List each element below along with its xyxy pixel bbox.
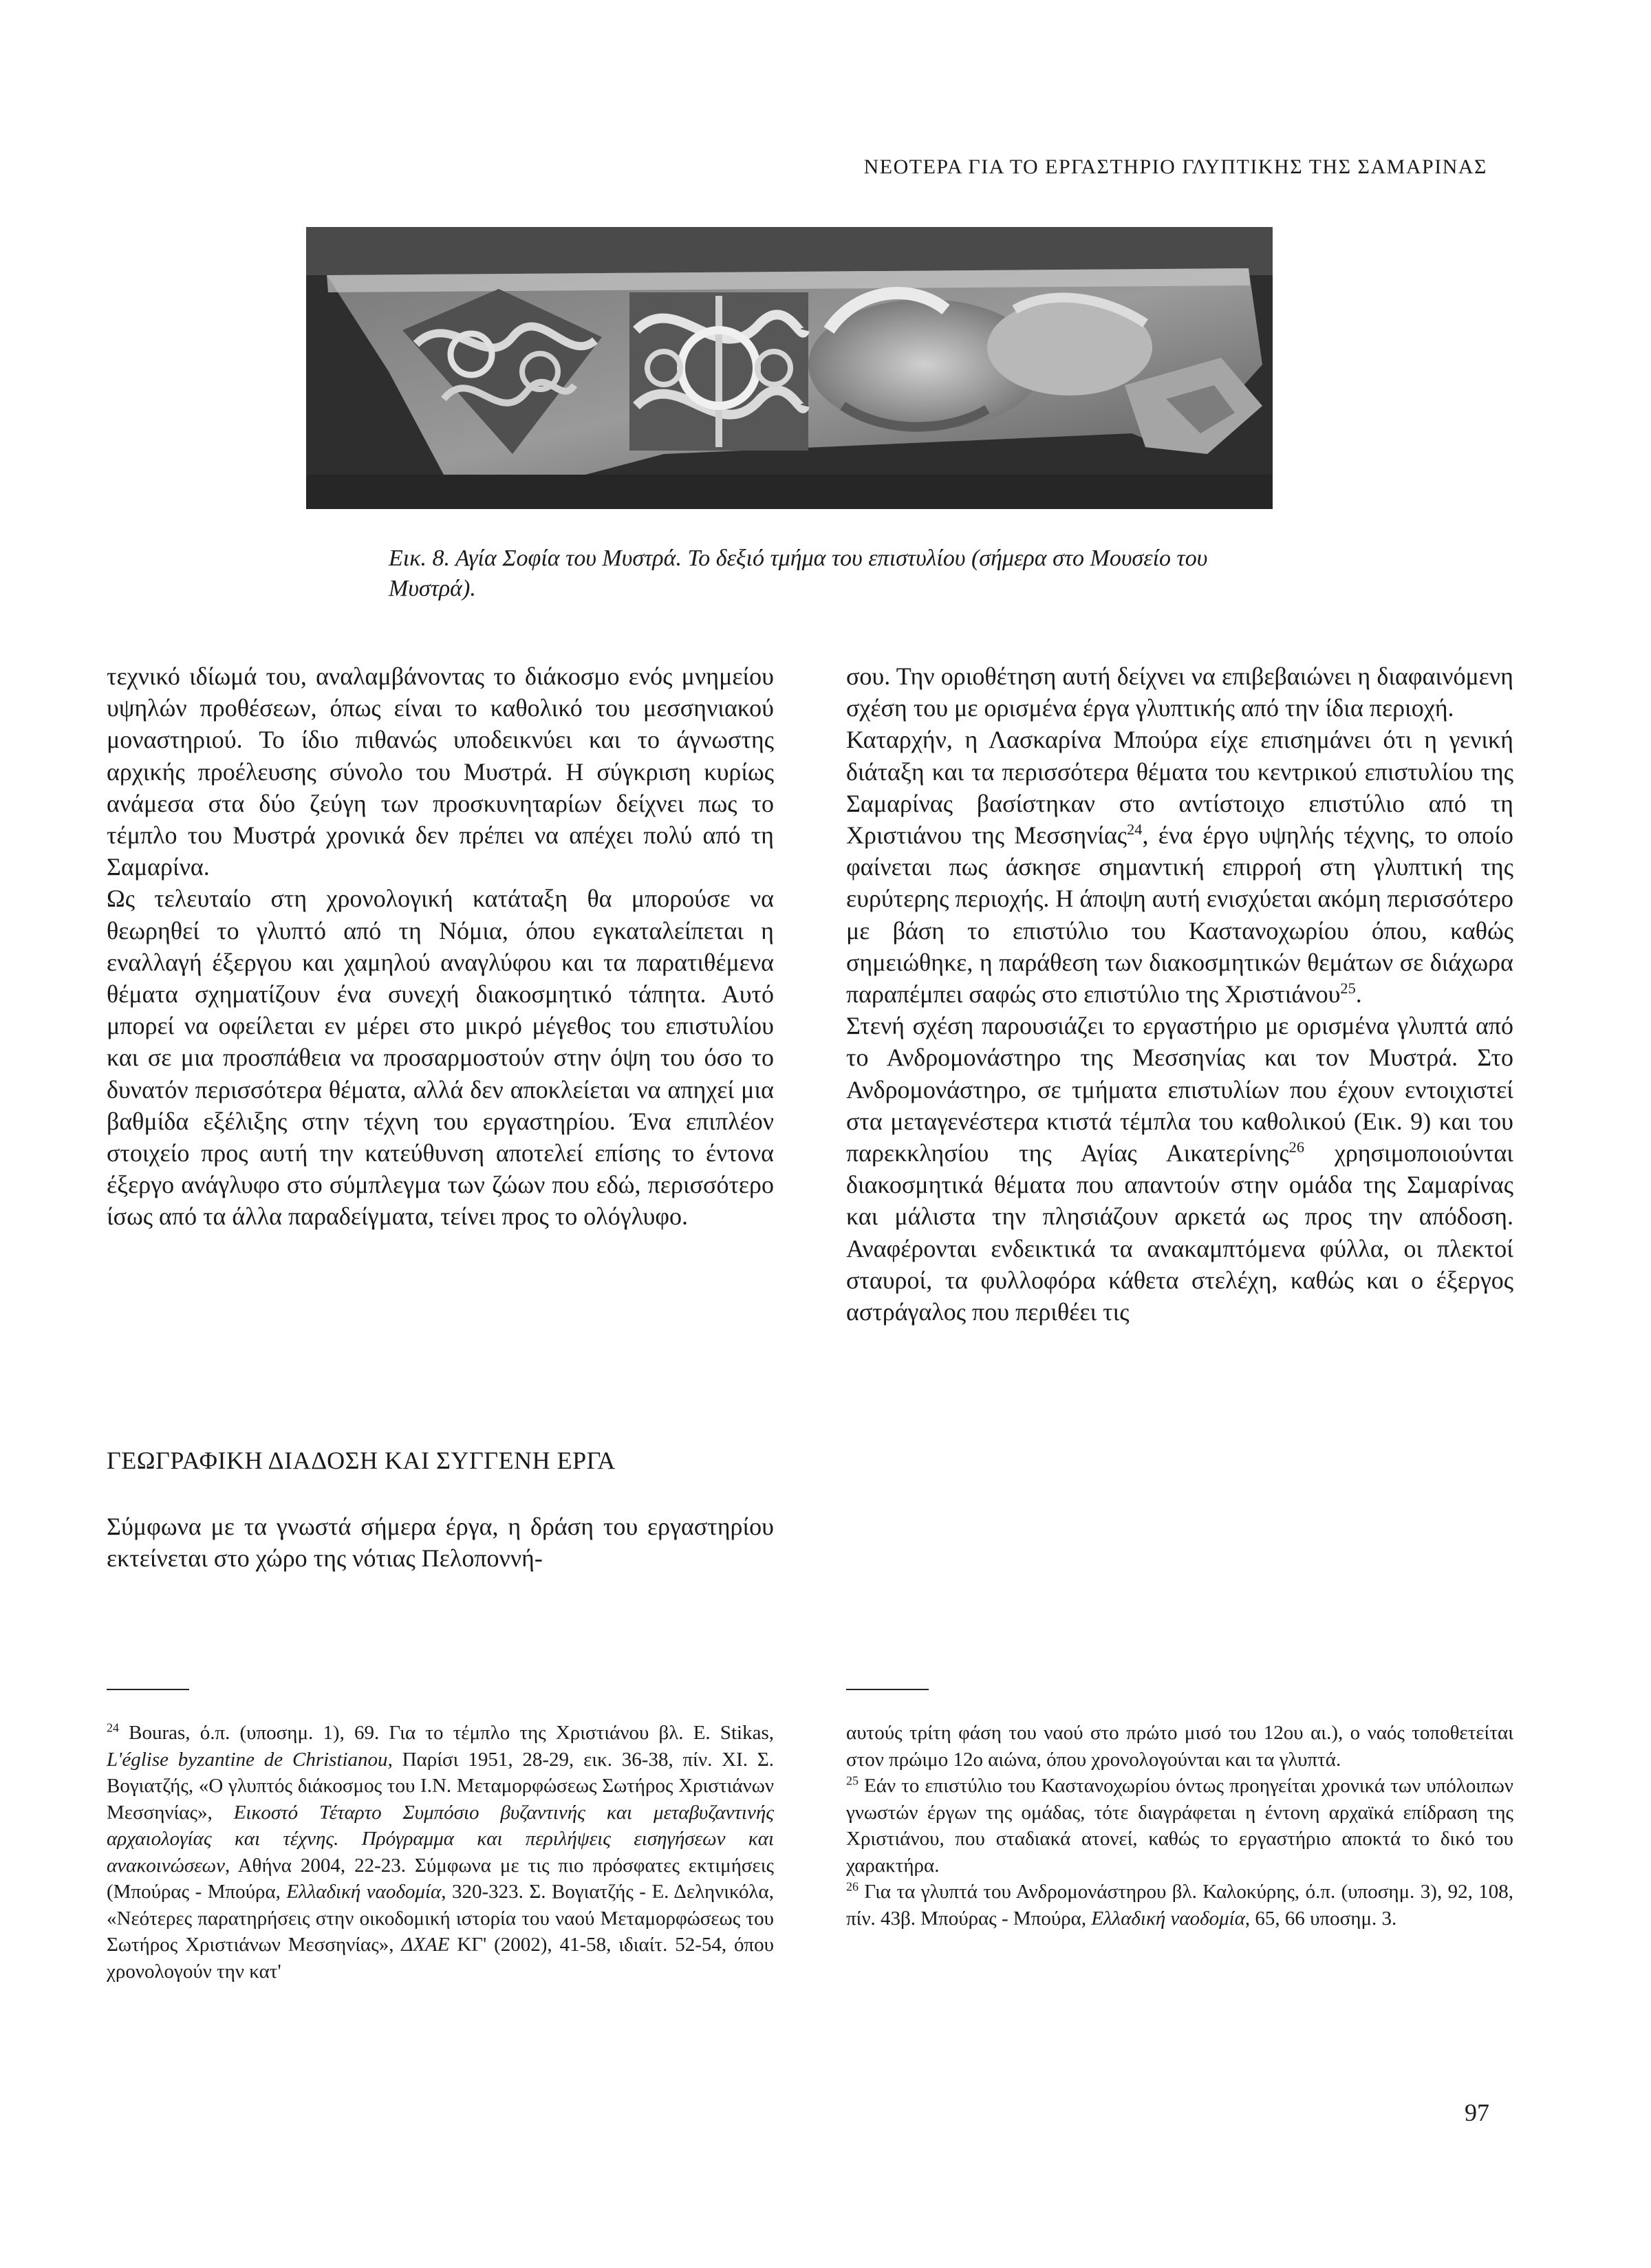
body-paragraph: τεχνικό ιδίωμά του, αναλαμβάνοντας το διάκοσμο ενός μνημείου υψηλών προθέσεων, όπως είναι το καθολικό του μεσσηνιακού μοναστηριού. Το ίδιο πιθανώς υποδεικνύει και το άγνωστης αρχικής προέλευσης σύνολο του Μυστρά. Η σύγκριση κυρίως ανάμεσα στα δύο ζεύγη των προσκυνηταρίων δείχνει πως το τέμπλο του Μυστρά χρονικά δεν πρέπει να απέχει πολύ από τη Σαμαρίνα. (107, 662, 774, 881)
text-run: Εάν το επιστύλιο του Καστανοχωρίου όντως προηγείται χρονικά των υπόλοιπων γνωστών έργων της ομάδας, τότε διαγράφεται η έντονη αρχαϊκά επίδραση της Χριστιάνου, που σταδιακά ατονεί, καθώς το εργαστήριο αποκτά το δικό του χαρακτήρα. (846, 1775, 1513, 1877)
footnote-25 (846, 1773, 1513, 1879)
footnote-ref-26[interactable]: 26 (1288, 1138, 1304, 1156)
left-column (107, 660, 774, 1233)
title-italic: Ελλαδική ναοδομία (286, 1881, 442, 1903)
footnote-rule-right (846, 1689, 929, 1690)
text-run: Στενή σχέση παρουσιάζει το εργαστήριο με ορισμένα γλυπτά από το Ανδρομονάστηρο της Μεσσηνίας και τον Μυστρά. Στο Ανδρομονάστηρο, σε τμήματα επιστυλίων που έχουν εντοιχιστεί στα μεταγενέστερα κτιστά τέμπλα του καθολικού (Εικ. 9) και του παρεκκλησίου της Αγίας Αικατερίνης (846, 1012, 1513, 1167)
body-paragraph (846, 1010, 1513, 1328)
footnote-24 (107, 1720, 774, 1985)
text-run: , Παρίσι 1951, 28-29, εικ. 36-38, πίν. XI. Σ. Βογιατζής, «Ο γλυπτός διάκοσμος του Ι.Ν. Μεταμορφώσεως Σωτήρος Χριστιάνων Μεσσηνίας», (107, 1748, 774, 1824)
title-italic: L'église byzantine de Christianou (107, 1748, 388, 1771)
text-run: , Αθήνα 2004, 22-23. Σύμφωνα με τις πιο πρόσφατες εκτιμήσεις (Μπούρας - Μπούρα, (107, 1854, 774, 1903)
page-number: 97 (1465, 2099, 1489, 2126)
text-run: , 320-323. Σ. Βογιατζής - Ε. Δεληνικόλα, «Νεότερες παρατηρήσεις στην οικοδομική ιστορία του ναού Μεταμορφώσεως του Σωτήρος Χριστιάνων Μεσσηνίας», (107, 1881, 775, 1956)
footnote-rule-left (107, 1689, 189, 1690)
section-heading: ΓΕΩΓΡΑΦΙΚΗ ΔΙΑΔΟΣΗ ΚΑΙ ΣΥΓΓΕΝΗ ΕΡΓΑ (107, 1447, 616, 1474)
figure-caption: Εικ. 8. Αγία Σοφία του Μυστρά. Το δεξιό τμήμα του επιστυλίου (σήμερα στο Μουσείο του Μυστρά). (389, 546, 1208, 601)
relief-photo-illustration (306, 227, 1273, 509)
footnote-26 (846, 1879, 1513, 1932)
footnote-number: 25 (846, 1773, 859, 1788)
footnote-24-continued: αυτούς τρίτη φάση του ναού στο πρώτο μισό του 12ου αι.), ο ναός τοποθετείται στον πρώιμο 12ο αιώνα, όπου χρονολογούνται και τα γλυπτά. (846, 1722, 1513, 1771)
text-run: ΚΓ' (2002), 41-58, ιδιαίτ. 52-54, όπου χρονολογούν την κατ' (107, 1934, 774, 1983)
text-run: , ένα έργο υψηλής τέχνης, το οποίο φαίνεται πως άσκησε σημαντική επιρροή στη γλυπτική της ευρύτερης περιοχής. Η άποψη αυτή ενισχύεται ακόμη περισσότερο με βάση το επιστύλιο του Καστανοχωρίου όπου, καθώς σημειώθηκε, η παράθεση των διακοσμητικών θεμάτων σε διάχωρα παραπέμπει σαφώς στο επιστύλιο της Χριστιάνου (846, 821, 1513, 1008)
footnote-number: 26 (846, 1879, 859, 1894)
text-run: , 65, 66 υποσημ. 3. (1244, 1907, 1397, 1930)
text-run: χρησιμοποιούνται διακοσμητικά θέματα που απαντούν στην ομάδα της Σαμαρίνας και μάλιστα την πλησιάζουν αρκετά ως προς την απόδοση. Αναφέρονται ενδεικτικά τα ανακαμπτόμενα φύλλα, οι πλεκτοί σταυροί, τα φυλλοφόρα κάθετα στελέχη, καθώς και ο έξεργος αστράγαλος που περιθέει τις (846, 1139, 1513, 1326)
figure-photo-epistyle (306, 227, 1273, 509)
text-run: Bouras, ό.π. (υποσημ. 1), 69. Για το τέμπλο της Χριστιάνου βλ. E. Stikas, (118, 1722, 774, 1744)
body-paragraph: σου. Την οριοθέτηση αυτή δείχνει να επιβεβαιώνει η διαφαινόμενη σχέση του με ορισμένα έργα γλυπτικής από την ίδια περιοχή. (846, 662, 1513, 722)
running-head: ΝΕΟΤΕΡΑ ΓΙΑ ΤΟ ΕΡΓΑΣΤΗΡΙΟ ΓΛΥΠΤΙΚΗΣ ΤΗΣ ΣΑΜΑΡΙΝΑΣ (863, 155, 1487, 178)
text-run: Καταρχήν, η Λασκαρίνα Μπούρα είχε επισημάνει ότι η γενική διάταξη και τα περισσότερα θέματα του κεντρικού επιστυλίου της Σαμαρίνας βασίστηκαν στο αντίστοιχο επιστύλιο από τη Χριστιάνου της Μεσσηνίας (846, 726, 1513, 850)
title-italic: Εικοστό Τέταρτο Συμπόσιο βυζαντινής και μεταβυζαντινής αρχαιολογίας και τέχνης. Πρόγραμμα και περιλήψεις εισηγήσεων και ανακοινώσεων (107, 1801, 774, 1877)
body-paragraph: Σύμφωνα με τα γνωστά σήμερα έργα, η δράση του εργαστηρίου εκτείνεται στο χώρο της νότιας Πελοποννή- (107, 1513, 774, 1573)
footnote-ref-25[interactable]: 25 (1340, 980, 1356, 997)
footnotes-left (107, 1720, 774, 1985)
footnote-ref-24[interactable]: 24 (1127, 821, 1143, 839)
body-paragraph (846, 724, 1513, 1010)
footnotes-right (846, 1720, 1513, 1932)
text-run: Για τα γλυπτά του Ανδρομονάστηρου βλ. Καλοκύρης, ό.π. (υποσημ. 3), 92, 108, πίν. 43β. Μπούρας - Μπούρα, (846, 1881, 1513, 1930)
body-paragraph: Ως τελευταίο στη χρονολογική κατάταξη θα μπορούσε να θεωρηθεί το γλυπτό από τη Νόμια, όπου εγκαταλείπεται η εναλλαγή έξεργου και χαμηλού αναγλύφου και τα παρατιθέμενα θέματα σχηματίζουν ένα συνεχή διακοσμητικό τάπητα. Αυτό μπορεί να οφείλεται εν μέρει στο μικρό μέγεθος του επιστυλίου και σε μια προσπάθεια να προσαρμοστούν στην όψη του όσο το δυνατόν περισσότερα θέματα, αλλά δεν αποκλείεται να απηχεί μια βαθμίδα εξέλιξης στην τέχνη του εργαστηρίου. Ένα επιπλέον στοιχείο προς αυτή την κατεύθυνση αποτελεί επίσης το έντονα έξεργο ανάγλυφο στο σύμπλεγμα των ζώων που εδώ, περισσότερο ίσως από τα άλλα παραδείγματα, τείνει προς το ολόγλυφο. (107, 885, 774, 1231)
footnote-number: 24 (107, 1720, 119, 1735)
right-column (846, 660, 1513, 1328)
text-run: . (1355, 980, 1362, 1008)
title-italic: Ελλαδική ναοδομία (1091, 1907, 1245, 1930)
title-italic: ΔΧΑΕ (401, 1934, 450, 1956)
